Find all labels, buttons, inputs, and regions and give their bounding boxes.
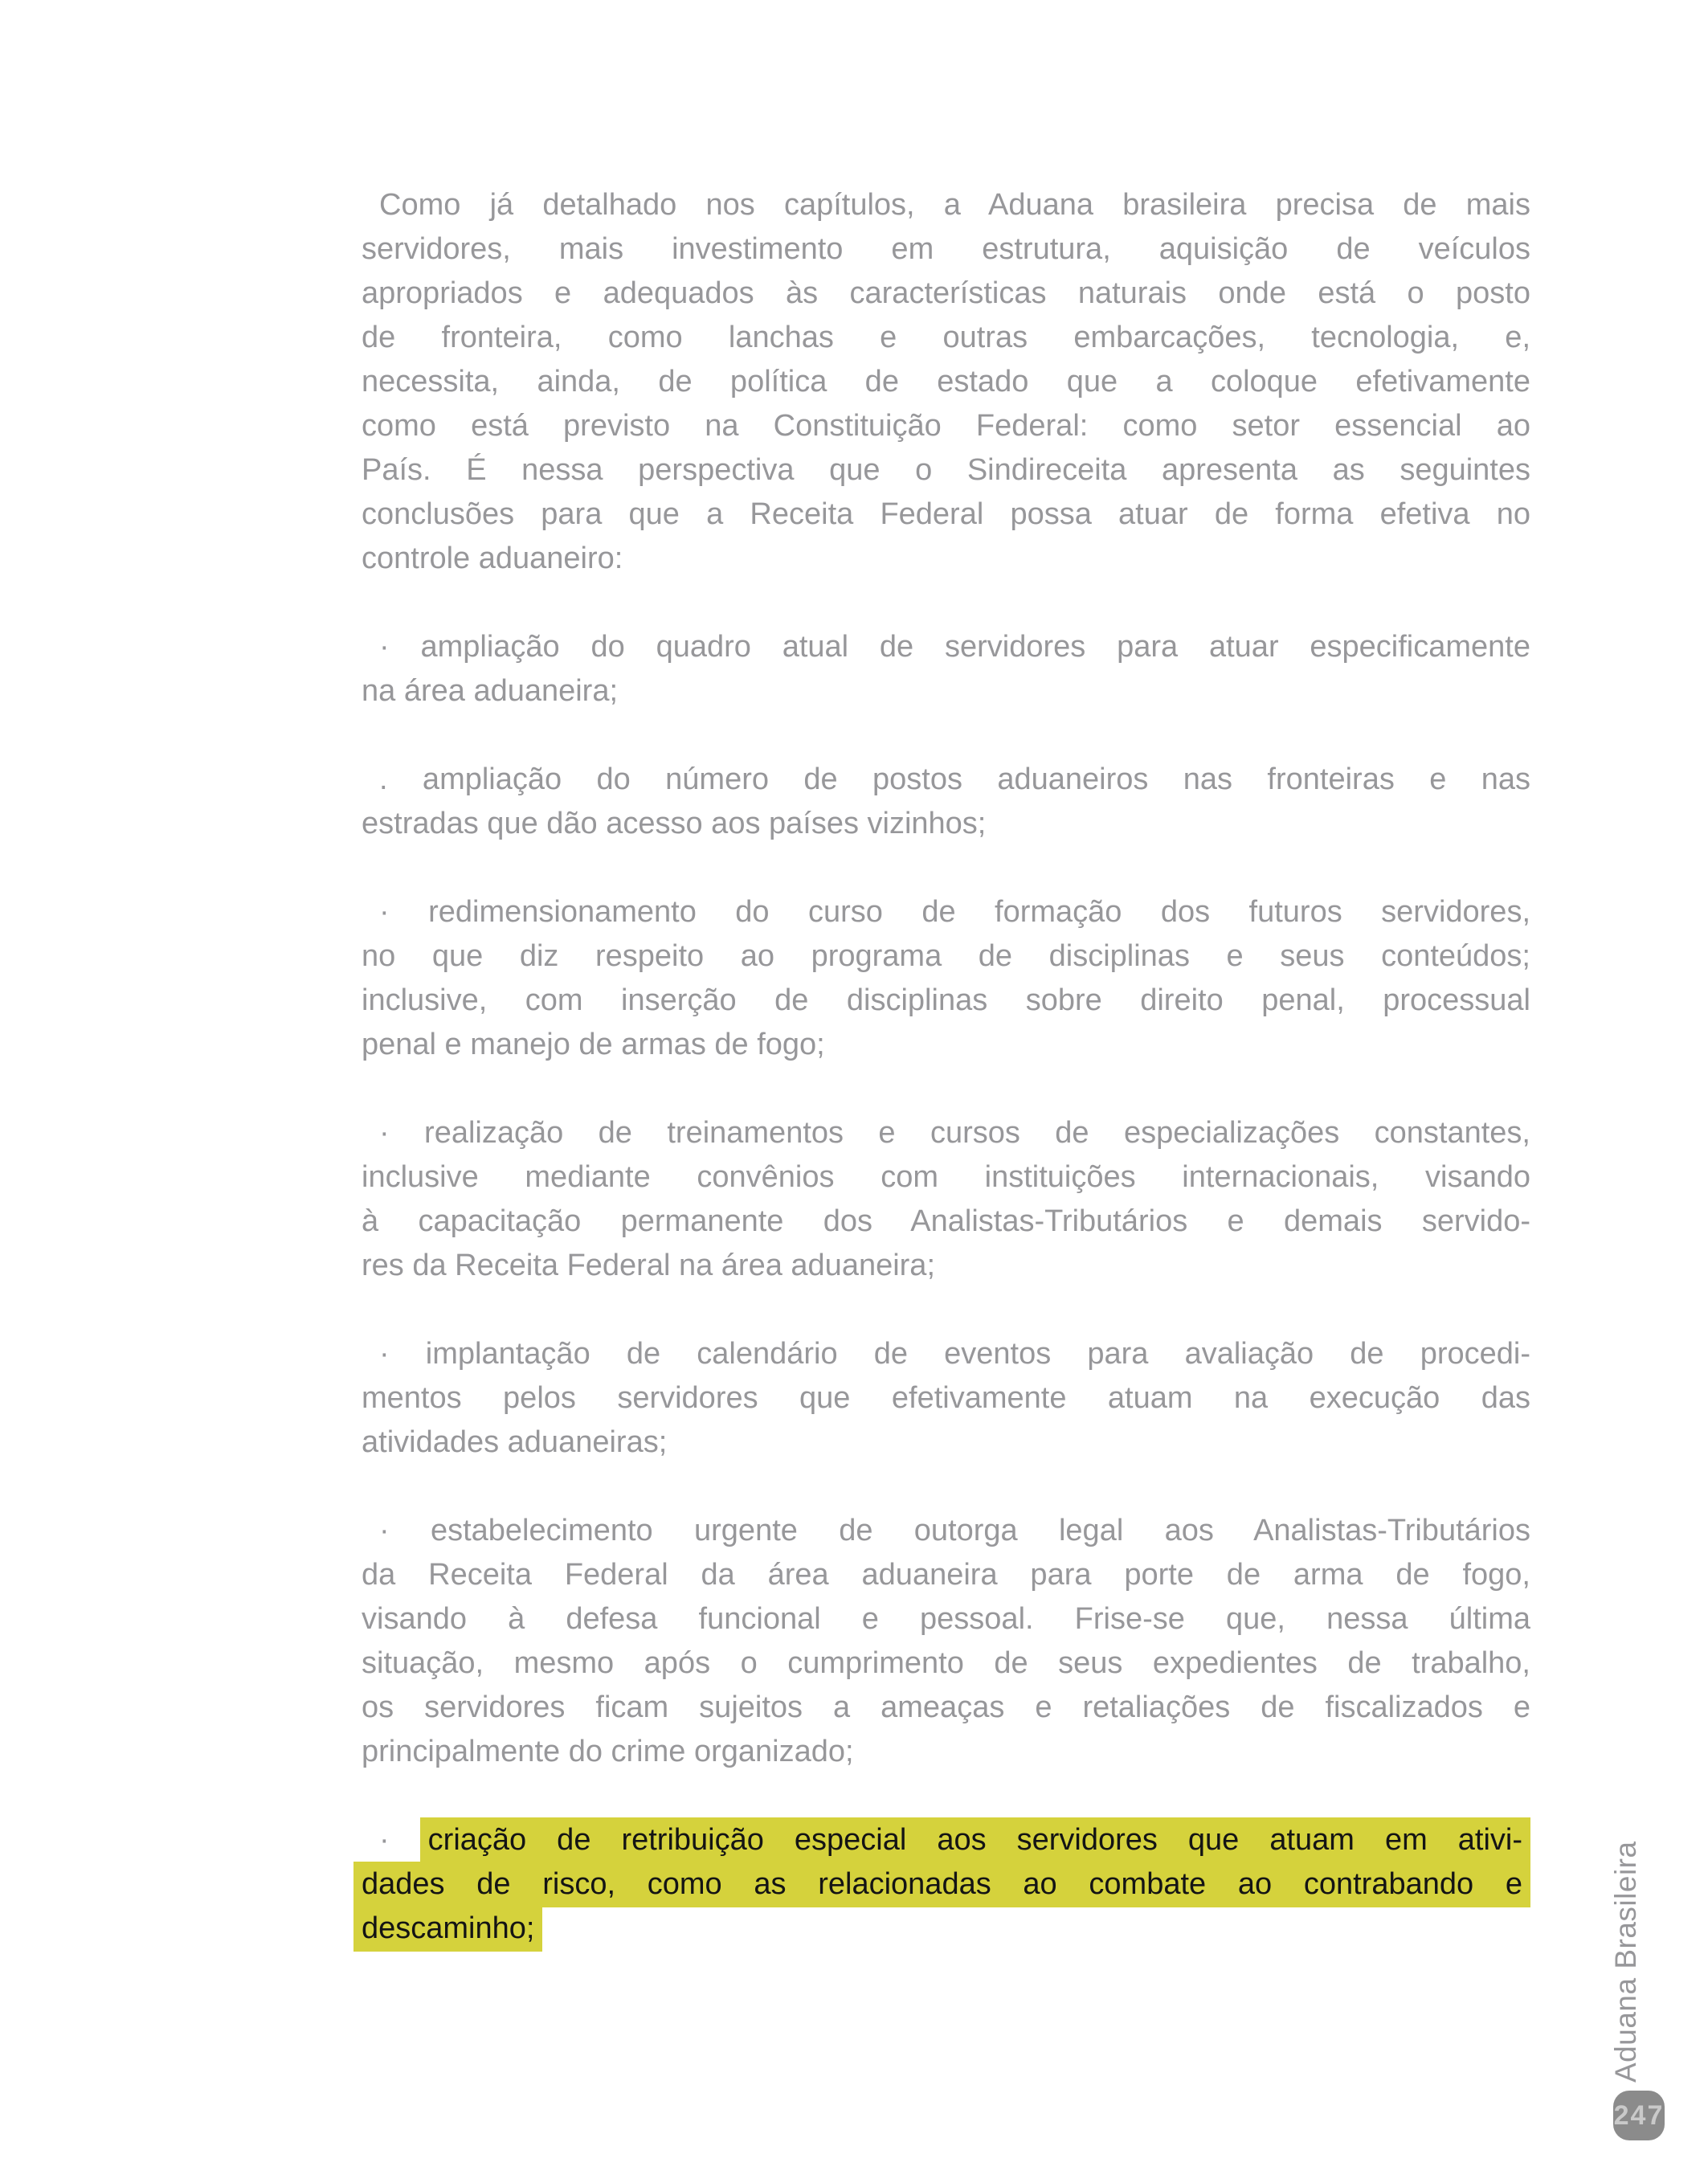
text-line: · redimensionamento do curso de formação dos futuros servidores, xyxy=(379,895,1530,929)
bullet-item-5 xyxy=(362,1332,1530,1465)
page-number-badge xyxy=(1613,2091,1665,2140)
text-line: res da Receita Federal na área aduaneira; xyxy=(362,1249,936,1282)
bullet-item-6 xyxy=(362,1509,1530,1774)
text-line: à capacitação permanente dos Analistas-Tributários e demais servido- xyxy=(362,1204,1530,1238)
text-line: os servidores ficam sujeitos a ameaças e retaliações de fiscalizados e xyxy=(362,1690,1530,1724)
text-line: apropriados e adequados às características naturais onde está o posto xyxy=(362,276,1530,310)
text-line: País. É nessa perspectiva que o Sindireceita apresenta as seguintes xyxy=(362,453,1530,487)
bullet-item-1 xyxy=(362,625,1530,713)
intro-paragraph xyxy=(362,183,1530,581)
bullet-marker: · xyxy=(379,1823,420,1857)
text-line: · implantação de calendário de eventos para avaliação de procedi- xyxy=(379,1337,1530,1371)
highlighted-text: dades de risco, como as relacionadas ao combate ao contrabando e xyxy=(353,1862,1530,1907)
text-line xyxy=(362,1818,1530,1862)
text-line: atividades aduaneiras; xyxy=(362,1425,668,1459)
text-line: · ampliação do quadro atual de servidores para atuar especificamente xyxy=(379,630,1530,664)
text-line: · realização de treinamentos e cursos de especializações constantes, xyxy=(379,1116,1530,1150)
text-line: penal e manejo de armas de fogo; xyxy=(362,1028,825,1061)
text-line: mentos pelos servidores que efetivamente atuam na execução das xyxy=(362,1381,1530,1415)
text-line: servidores, mais investimento em estrutura, aquisição de veículos xyxy=(362,232,1530,266)
highlighted-text: criação de retribuição especial aos servidores que atuam em ativi- xyxy=(420,1817,1530,1863)
bullet-item-3 xyxy=(362,890,1530,1067)
text-line: controle aduaneiro: xyxy=(362,542,623,575)
text-line: estradas que dão acesso aos países vizinhos; xyxy=(362,807,987,840)
text-line: no que diz respeito ao programa de disciplinas e seus conteúdos; xyxy=(362,939,1530,973)
text-line: da Receita Federal da área aduaneira para porte de arma de fogo, xyxy=(362,1558,1530,1592)
text-line: necessita, ainda, de política de estado que a coloque efetivamente xyxy=(362,365,1530,399)
text-content xyxy=(362,183,1530,1995)
text-line: visando à defesa funcional e pessoal. Frise-se que, nessa última xyxy=(362,1602,1530,1636)
text-line: conclusões para que a Receita Federal possa atuar de forma efetiva no xyxy=(362,497,1530,531)
text-line: . ampliação do número de postos aduaneiros nas fronteiras e nas xyxy=(379,762,1530,796)
text-line: situação, mesmo após o cumprimento de seus expedientes de trabalho, xyxy=(362,1646,1530,1680)
text-line xyxy=(362,1907,1530,1951)
highlighted-text: descaminho; xyxy=(353,1906,542,1952)
sidebar-section-label: Aduana Brasileira xyxy=(1609,1841,1642,2083)
text-line xyxy=(362,1862,1530,1907)
text-line: inclusive, com inserção de disciplinas sobre direito penal, processual xyxy=(362,983,1530,1017)
text-line: como está previsto na Constituição Federal: como setor essencial ao xyxy=(362,409,1530,443)
bullet-item-7-highlighted xyxy=(362,1818,1530,1951)
text-line: inclusive mediante convênios com instituições internacionais, visando xyxy=(362,1160,1530,1194)
bullet-item-4 xyxy=(362,1111,1530,1288)
text-line: · estabelecimento urgente de outorga legal aos Analistas-Tributários xyxy=(379,1514,1530,1547)
text-line: de fronteira, como lanchas e outras embarcações, tecnologia, e, xyxy=(362,321,1530,354)
page-number: 247 xyxy=(1613,2099,1665,2131)
text-line: Como já detalhado nos capítulos, a Aduana brasileira precisa de mais xyxy=(379,188,1530,222)
bullet-item-2 xyxy=(362,758,1530,846)
text-line: principalmente do crime organizado; xyxy=(362,1735,854,1768)
text-line: na área aduaneira; xyxy=(362,674,619,708)
